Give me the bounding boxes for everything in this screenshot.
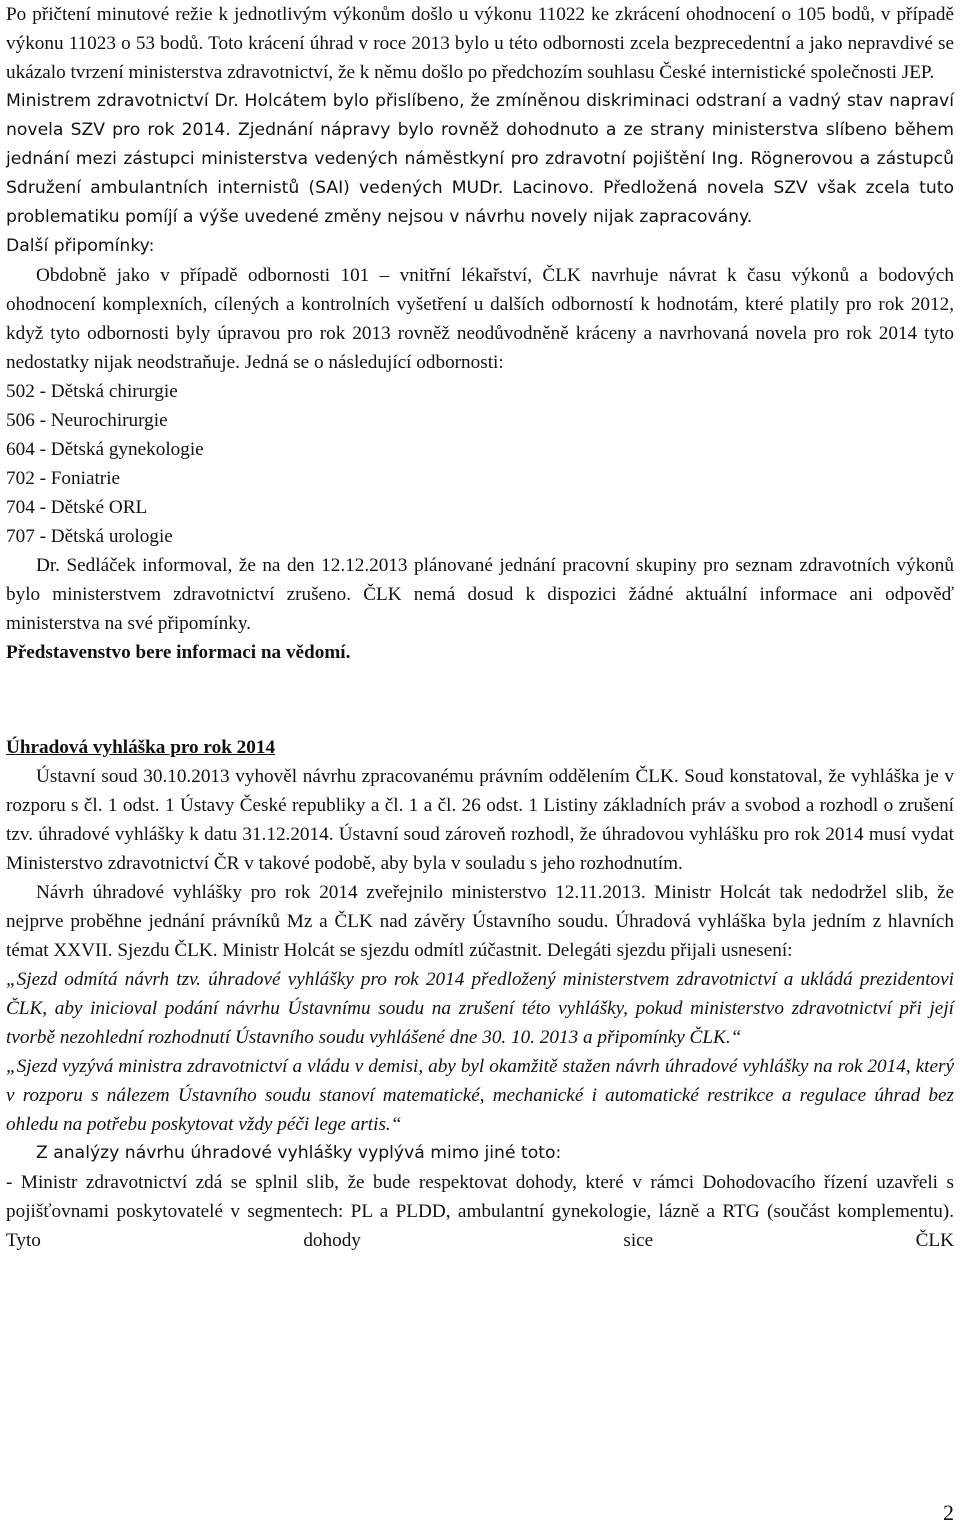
paragraph-constitutional-court: Ústavní soud 30.10.2013 vyhověl návrhu zpracovanému právním oddělením ČLK. Soud konstatoval, že vyhláška je v rozporu s čl. 1 odst. 1 Ústavy České republiky a čl. 1 a čl. 26 odst. 1 Listiny základních práv a svobod a rozhodl o zrušení tzv. úhradové vyhlášky k datu 31.12.2014. Ústavní soud zároveň rozhodl, že úhradovou vyhlášku pro rok 2014 musí vydat Ministerstvo zdravotnictví ČR v takové podobě, aby byla v souladu s jeho rozhodnutím.	[6, 766, 954, 874]
congress-resolution-quote-2: „Sjezd vyzývá ministra zdravotnictví a vládu v demisi, aby byl okamžitě stažen návrh úhradové vyhlášky na rok 2014, který v rozporu s nálezem Ústavního soudu stanoví matematické, mechanické i automatické restrikce a regulace úhrad bez ohledu na potřebu poskytovat vždy péči lege artis.“	[6, 1056, 954, 1135]
paragraph-minister-promise: Ministrem zdravotnictví Dr. Holcátem bylo přislíbeno, že zmíněnou diskriminaci odstraní a vadný stav napraví novela SZV pro rok 2014. Zjednání nápravy bylo rovněž dohodnuto a ze strany ministerstva slíbeno během jednání mezi zástupci ministerstva vedených náměstkyní pro zdravotní pojištění Ing. Rögnerovou a zástupců Sdružení ambulantních internistů (SAI) vedených MUDr. Lacinovo. Předložená novela SZV však zcela tuto problematiku pomíjí a výše uvedené změny nejsou v návrhu novely nijak zapracovány.	[6, 91, 954, 227]
further-comments-label: Další připomínky:	[6, 236, 155, 256]
page-number: 2	[943, 1500, 954, 1525]
list-item: 702 - Foniatrie	[6, 468, 121, 489]
board-resolution: Představenstvo bere informaci na vědomí.	[6, 642, 351, 663]
paragraph-further-comments: Obdobně jako v případě odbornosti 101 – vnitřní lékařství, ČLK navrhuje návrat k času výkonů a bodových ohodnocení komplexních, cílených a kontrolních vyšetření u dalších odborností k hodnotám, které platily pro rok 2012, když tyto odbornosti byly úpravou pro rok 2013 rovněž neodůvodněně kráceny a navrhovaná novela pro rok 2014 tyto nedostatky nijak neodstraňuje. Jedná se o následující odbornosti:	[6, 265, 954, 373]
paragraph-sedlacek-report: Dr. Sedláček informoval, že na den 12.12.2013 plánované jednání pracovní skupiny pro seznam zdravotních výkonů bylo ministerstvem zdravotnictví zrušeno. ČLK nemá dosud k dispozici žádné aktuální informace ani odpověď ministerstva na své připomínky.	[6, 555, 954, 634]
list-item: 506 - Neurochirurgie	[6, 410, 168, 431]
list-item: 604 - Dětská gynekologie	[6, 439, 204, 460]
paragraph-analysis: Z analýzy návrhu úhradové vyhlášky vyplývá mimo jiné toto:	[36, 1143, 562, 1163]
paragraph-agreements: - Ministr zdravotnictví zdá se splnil slib, že bude respektovat dohody, které v rámci Dohodovacího řízení uzavřeli s pojišťovnami poskytovatelé v segmentech: PL a PLDD, ambulantní gynekologie, lázně a RTG (součást komplementu). Tyto dohody sice ČLK	[6, 1172, 954, 1251]
specialty-list	[6, 377, 954, 551]
document-page	[6, 0, 954, 1255]
list-item: 707 - Dětská urologie	[6, 526, 173, 547]
paragraph-jep: Po přičtení minutové režie k jednotlivým výkonům došlo u výkonu 11022 ke zkrácení ohodnocení o 105 bodů, v případě výkonu 11023 o 53 bodů. Toto krácení úhrad v roce 2013 bylo u této odbornosti zcela bezprecedentní a jako nepravdivé se ukázalo tvrzení ministerstva zdravotnictví, že k němu došlo po předchozím souhlasu České internistické společnosti JEP.	[6, 4, 954, 83]
paragraph-decree-draft: Návrh úhradové vyhlášky pro rok 2014 zveřejnilo ministerstvo 12.11.2013. Ministr Holcát tak nedodržel slib, že nejprve proběhne jednání právníků Mz a ČLK nad závěry Ústavního soudu. Úhradová vyhláška byla jedním z hlavních témat XXVII. Sjezdu ČLK. Ministr Holcát se sjezdu odmítl zúčastnit. Delegáti sjezdu přijali usnesení:	[6, 882, 954, 961]
section-heading: Úhradová vyhláška pro rok 2014	[6, 737, 276, 758]
list-item: 704 - Dětské ORL	[6, 497, 148, 518]
list-item: 502 - Dětská chirurgie	[6, 381, 178, 402]
congress-resolution-quote-1: „Sjezd odmítá návrh tzv. úhradové vyhlášky pro rok 2014 předložený ministerstvem zdravotnictví a ukládá prezidentovi ČLK, aby inicioval podání návrhu Ústavnímu soudu na zrušení této vyhlášky, pokud ministerstvo zdravotnictví při její tvorbě nezohlední rozhodnutí Ústavního soudu vyhlášené dne 30. 10. 2013 a připomínky ČLK.“	[6, 969, 954, 1048]
